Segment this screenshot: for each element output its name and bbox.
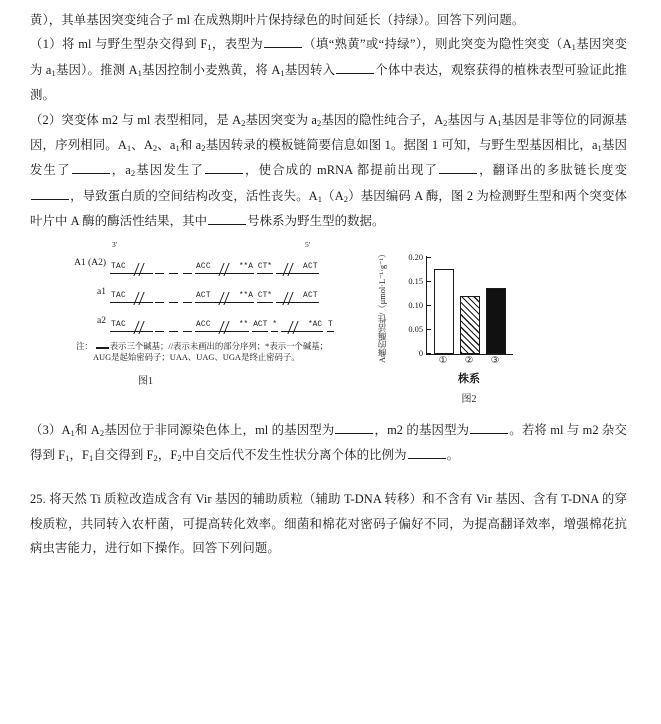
answer-blank[interactable] [208, 211, 246, 225]
chart-plot-area [408, 253, 513, 358]
chart-x-ticks [426, 356, 512, 367]
bar-series-3 [486, 288, 506, 353]
q2-sub-6: 2 [152, 143, 158, 154]
q2-text-7: 、a [157, 138, 176, 153]
y-axis-tick: 0.10 [408, 302, 427, 310]
q2-sub-3: 2 [443, 117, 448, 128]
q2-text-9: 基因转录的模板链简要信息如图 1。据图 1 可知，与野生型基因相比，a [205, 138, 598, 153]
q2-text-4: 基因与 A [447, 112, 498, 127]
gap-symbol [212, 319, 238, 332]
q2-text-8: 和 a [179, 138, 202, 153]
codon: **A [238, 263, 254, 274]
end-label-5prime: 5' [305, 239, 311, 249]
q2-text-17: ）基因编码 A 酶，图 2 为检测野生型和两个突变体叶片中 A 酶的酶活性结果，其中 [30, 188, 628, 229]
q3-text-6: ，F [69, 448, 90, 463]
answer-blank[interactable] [205, 160, 243, 174]
q3-sub-3: 1 [65, 453, 70, 464]
triplet-dash [183, 324, 192, 332]
figure-1-note [76, 341, 345, 364]
codon: **A [238, 292, 254, 303]
q1-sub-5: 1 [280, 67, 285, 78]
chart-bars [427, 256, 513, 354]
q2-text-15: ，导致蛋白质的空间结构改变，活性丧失。A [70, 188, 318, 203]
codon: ACT [302, 263, 319, 274]
q2-text-3: 基因的隐性纯合子，A [321, 112, 444, 127]
figure-2-bar-chart [378, 248, 530, 405]
strand-sequence [110, 312, 334, 332]
q3-text-8: ，F [157, 448, 178, 463]
codon: ACT [302, 292, 319, 303]
strand-label: A1 (A2) [74, 257, 106, 268]
q3-text-2: 和 A [74, 422, 100, 437]
q2-text-18: 号株系为野生型的数据。 [247, 214, 385, 229]
q3-sub-5: 2 [153, 453, 158, 464]
q2-text-2: 基因突变为 a [245, 112, 317, 127]
codon: TAC [110, 321, 127, 332]
paragraph-question-2 [30, 108, 627, 234]
q2-sub-8: 2 [201, 143, 206, 154]
x-axis-tick: ② [464, 355, 474, 366]
codon: ACT [195, 292, 212, 303]
y-axis-tick: 0.20 [408, 254, 427, 262]
q2-sub-2: 2 [316, 117, 322, 128]
q2-text-10: 基因发生了 [30, 138, 627, 178]
q1-text-8: 个体中表达，观察获得的植株表型可验证此推测。 [30, 62, 628, 103]
q1-sub-3: 1 [51, 67, 56, 78]
strand-row-A1A2 [60, 239, 345, 277]
strand-label: a1 [97, 286, 106, 297]
answer-blank[interactable] [470, 420, 508, 434]
q2-sub-12: 2 [343, 193, 349, 204]
q2-text-11: ，a [110, 163, 131, 178]
figures-block [30, 239, 627, 418]
q3-sub-2: 2 [99, 427, 105, 438]
figure-1-gene-diagram [60, 239, 345, 387]
note-line-2: AUG是起始密码子；UAA、UAG、UGA是终止密码子。 [93, 353, 300, 363]
q2-sub-1: 2 [241, 117, 246, 128]
q1-sub-2: 1 [571, 42, 576, 53]
paragraph-question-25 [30, 487, 627, 560]
q2-sub-7: 1 [175, 143, 180, 154]
codon: TAC [110, 292, 127, 303]
q2-sub-11: 1 [317, 193, 323, 204]
q2-text-6: 、A [131, 138, 153, 153]
q2-text-14: ，翻译出的多肽链长度变 [478, 163, 628, 178]
q2-sub-4: 1 [497, 117, 502, 128]
end-label-3prime: 3' [112, 239, 118, 249]
q1-text-7: 基因转入 [284, 62, 336, 77]
q1-sub-1: 1 [207, 42, 212, 53]
q25-text: 25. 将天然 Ti 质粒改造成含有 Vir 基因的辅助质粒（辅助 T-DNA 转移）和不含有 Vir 基因、含有 T-DNA 的穿梭质粒，共同转入农杆菌，可提高转化效率。细菌和棉花对密码子偏好不同，为提高翻译效率，增强棉花抗病虫害能力，进行如下操作。回答下列问题。 [30, 492, 627, 556]
q1-text-4: 基因突变为 a [30, 37, 627, 77]
chart-x-axis-label: 株系 [458, 372, 480, 385]
codon: ** [238, 321, 249, 332]
q3-text-9: 中自交后代不发生性状分离个体的比例为 [181, 448, 407, 463]
answer-blank[interactable] [336, 60, 374, 74]
codon: T [327, 321, 334, 332]
strand-row-a1 [60, 277, 345, 306]
bar-series-1 [434, 269, 454, 354]
triplet-dash [183, 266, 192, 274]
y-axis-tick: 0.05 [408, 326, 427, 334]
triplet-dash [169, 266, 178, 274]
note-line-1: 表示三个碱基；//表示未画出的部分序列；*表示一个碱基； [109, 341, 328, 351]
figure-2-caption: 图2 [461, 393, 477, 405]
q3-text-10: 。 [446, 448, 460, 463]
strand-label: a2 [97, 315, 106, 326]
q1-text-6: 基因控制小麦熟黄，将 A [142, 62, 281, 77]
x-axis-tick: ③ [490, 355, 500, 366]
q3-sub-1: 1 [70, 427, 75, 438]
paragraph-question-1 [30, 32, 627, 107]
heavy-dash-symbol [96, 342, 109, 349]
q3-text-1: （3）A [30, 422, 71, 437]
q3-sub-6: 2 [177, 453, 182, 464]
q2-text-1: （2）突变体 m2 与 ml 表型相同，是 A [30, 112, 242, 127]
q3-text-7: 自交得到 F [93, 448, 154, 463]
x-axis-tick: ① [438, 355, 448, 366]
q1-text-5: 基因）。推测 A [55, 62, 138, 77]
gap-symbol [127, 261, 153, 274]
answer-blank[interactable] [335, 420, 373, 434]
answer-blank[interactable] [264, 34, 302, 48]
q1-text-1: （1）将 ml 与野生型杂交得到 F [30, 37, 208, 52]
answer-blank[interactable] [31, 186, 69, 200]
triplet-dash [169, 324, 178, 332]
q2-text-16: （A [322, 188, 344, 203]
gap-symbol [212, 290, 238, 303]
q3-text-3: 基因位于非同源染色体上，ml 的基因型为 [104, 422, 335, 437]
q2-text-5: 基因是非等位的同源基因，序列相同。A [30, 112, 627, 153]
gap-symbol [276, 290, 302, 303]
paragraph-question-3 [30, 418, 627, 469]
answer-blank[interactable] [439, 160, 477, 174]
q2-text-13: ，使合成的 mRNA 都提前出现了 [243, 163, 439, 178]
strand-sequence [110, 283, 319, 303]
codon: ACC [195, 321, 212, 332]
gap-symbol [212, 261, 238, 274]
codon: ACT [252, 321, 268, 332]
chart-area [378, 248, 528, 405]
codon: *AC [307, 321, 323, 332]
codon: CT* [257, 263, 273, 274]
codon: * [271, 321, 278, 332]
codon: TAC [110, 263, 127, 274]
triplet-dash [183, 295, 192, 303]
q1-text-3: （填“熟黄”或“持绿”），则此突变为隐性突变（A [302, 37, 572, 52]
chart-y-axis-label: A酶的酶活性/（μmol·L⁻¹·g⁻¹） [378, 248, 387, 363]
intro-text: 黄），其单基因突变纯合子 ml 在成熟期叶片保持绿色的时间延长（持绿）。回答下列问题。 [30, 13, 525, 27]
q2-sub-5: 1 [126, 143, 132, 154]
y-axis-tick: 0 [419, 350, 427, 358]
gap-symbol [127, 290, 153, 303]
gap-symbol [127, 319, 153, 332]
q3-text-5: 。若将 ml 与 m2 杂交得到 F [30, 422, 627, 463]
triplet-dash [155, 324, 164, 332]
answer-blank[interactable] [72, 160, 110, 174]
bar-series-2 [460, 296, 480, 353]
q2-sub-9: 1 [597, 143, 602, 154]
triplet-dash [169, 295, 178, 303]
q3-text-4: ，m2 的基因型为 [374, 422, 470, 437]
q2-text-12: 基因发生了 [135, 163, 204, 178]
codon: CT* [257, 292, 273, 303]
q2-sub-10: 2 [130, 168, 136, 179]
y-axis-tick: 0.15 [408, 278, 427, 286]
triplet-dash [155, 295, 164, 303]
note-label: 注： [76, 341, 93, 351]
q1-text-2: ，表型为 [211, 37, 263, 52]
triplet-dash [155, 266, 164, 274]
q3-sub-4: 1 [89, 453, 94, 464]
paragraph-intro [30, 8, 627, 32]
codon: ACC [195, 263, 212, 274]
gap-symbol [276, 261, 302, 274]
strand-sequence [110, 254, 319, 274]
gap-symbol [281, 319, 307, 332]
figure-1-caption: 图1 [138, 375, 153, 387]
strand-row-a2 [60, 306, 345, 335]
answer-blank[interactable] [408, 445, 446, 459]
q1-sub-4: 1 [137, 67, 143, 78]
